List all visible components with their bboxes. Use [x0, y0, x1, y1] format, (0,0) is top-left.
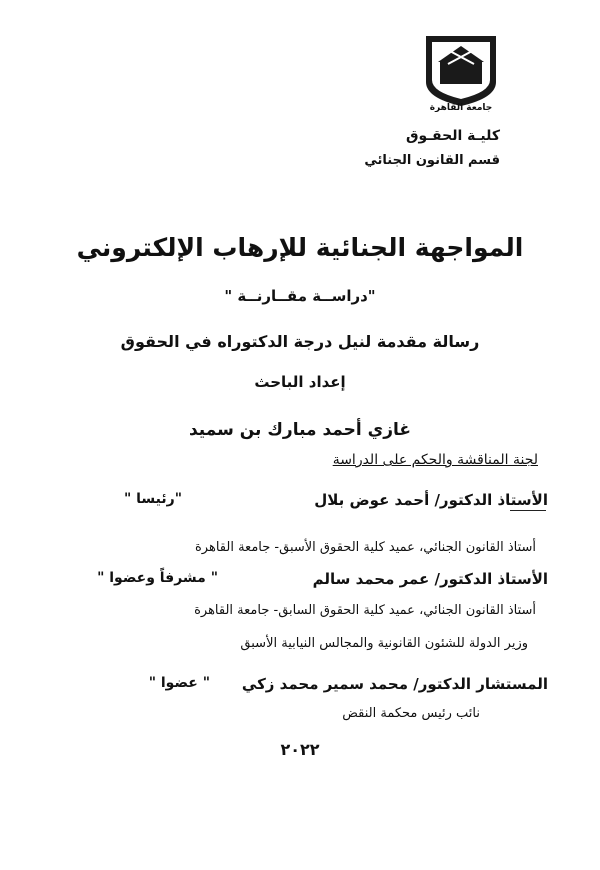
member-name: الأستاذ الدكتور/ عمر محمد سالم [312, 570, 548, 588]
researcher-name: غازي أحمد مبارك بن سميد [188, 420, 412, 440]
member-description: أستاذ القانون الجنائي، عميد كلية الحقوق السابق- جامعة القاهرة [194, 603, 536, 618]
svg-text:جامعة القاهرة: جامعة القاهرة [429, 103, 493, 112]
member-role: "رئيسا " [124, 491, 182, 507]
member-description: وزير الدولة للشئون القانونية والمجالس النيابية الأسبق [240, 636, 528, 651]
divider [510, 510, 546, 511]
member-description: أستاذ القانون الجنائي، عميد كلية الحقوق الأسبق- جامعة القاهرة [195, 540, 536, 555]
prepared-by-label: إعداد الباحث [254, 373, 346, 391]
thesis-title: المواجهة الجنائية للإرهاب الإلكتروني [76, 233, 524, 262]
thesis-purpose: رسالة مقدمة لنيل درجة الدكتوراه في الحقوق [120, 332, 480, 351]
department-name: قسم القانون الجنائي [364, 153, 500, 168]
member-description: نائب رئيس محكمة النقض [342, 706, 480, 721]
university-logo [418, 28, 504, 112]
member-name: المستشار الدكتور/ محمد سمير محمد زكي [241, 675, 548, 693]
member-role: " مشرفاً وعضوا " [97, 570, 218, 586]
member-name: الأستاذ الدكتور/ أحمد عوض بلال [314, 491, 548, 509]
member-role: " عضوا " [148, 675, 210, 691]
faculty-name: كليـة الحقـوق [405, 128, 500, 144]
thesis-subtitle: "دراســة مقــارنــة " [224, 287, 376, 305]
year: ٢٠٢٢ [280, 740, 320, 759]
committee-heading: لجنة المناقشة والحكم على الدراسة [332, 452, 538, 468]
